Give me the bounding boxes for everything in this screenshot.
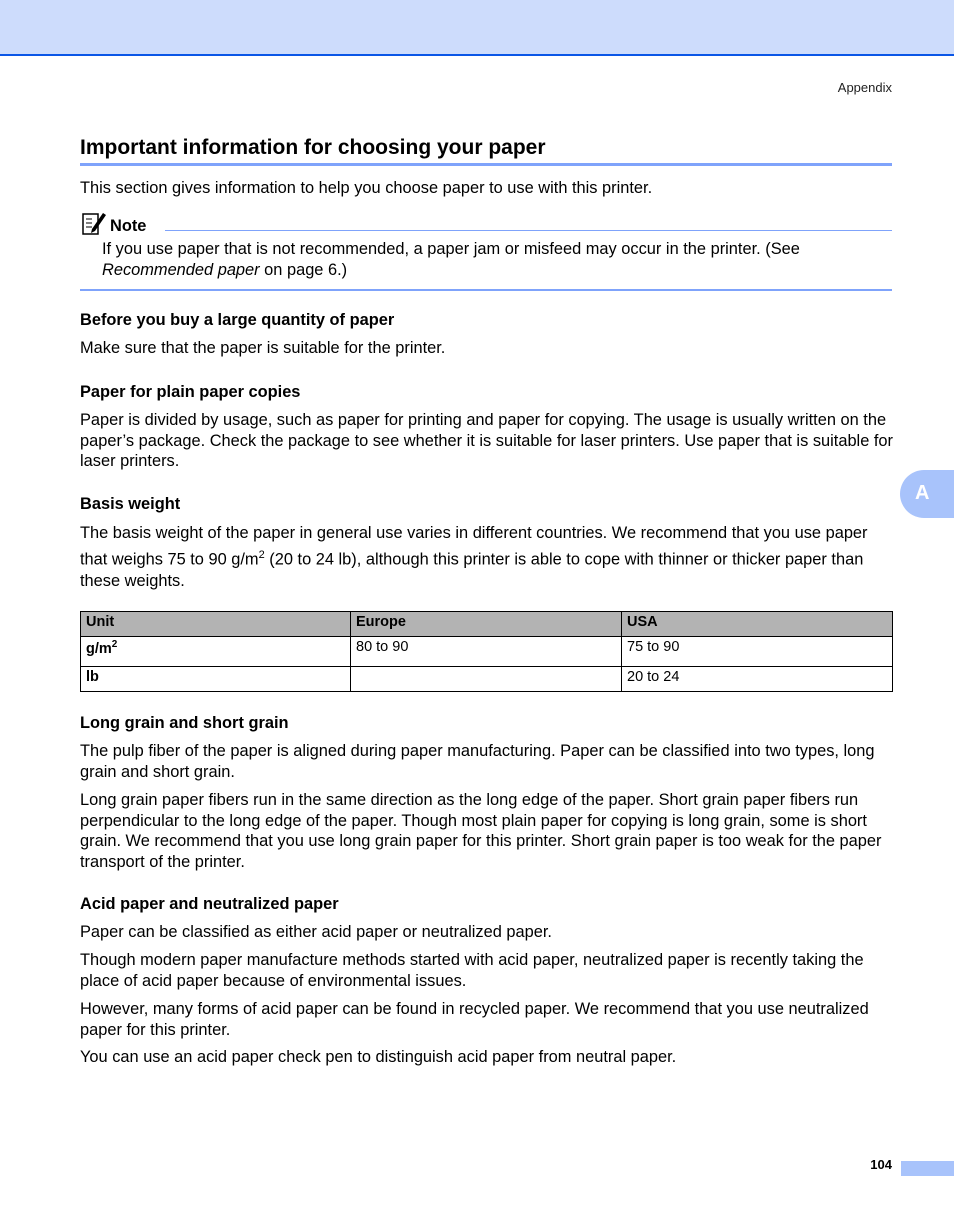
paragraph: However, many forms of acid paper can be found in recycled paper. We recommend that you use neutralized paper for this printer. (80, 1000, 869, 1039)
intro-text: This section gives information to help you choose paper to use with this printer. (80, 179, 653, 197)
running-header: Appendix (837, 80, 892, 95)
page-number: 104 (870, 1157, 892, 1172)
note-bottom-rule (80, 289, 892, 291)
table-cell: 20 to 24 (622, 667, 893, 692)
section-heading: Paper for plain paper copies (80, 383, 301, 401)
column-header: Europe (351, 612, 622, 637)
paragraph: Though modern paper manufacture methods started with acid paper, neutralized paper is recently taking the place of acid paper because of environmental issues. (80, 951, 864, 990)
table-row (81, 637, 893, 667)
paragraph: Paper is divided by usage, such as paper for printing and paper for copying. The usage is usually written on the paper’s package. Check the package to see whether it is suitable for laser printers. Use paper that is suitable for laser printers. (80, 411, 893, 470)
table-row (81, 667, 893, 692)
paragraph: Paper can be classified as either acid paper or neutralized paper. (80, 923, 552, 941)
paragraph: Make sure that the paper is suitable for the printer. (80, 339, 446, 357)
page-number-marker (901, 1161, 954, 1176)
section-heading: Before you buy a large quantity of paper (80, 311, 395, 329)
table-cell: 75 to 90 (622, 637, 893, 667)
note-text: If you use paper that is not recommended, a paper jam or misfeed may occur in the printer. (See Recommended paper on page 6.) (102, 240, 800, 279)
title-underline (80, 163, 892, 166)
header-band (0, 0, 954, 56)
table-cell: $g/m^2$ (81, 637, 351, 667)
paragraph: The basis weight of the paper in general use varies in different countries. We recommend that you use paper that weighs 75 to 90 $g/m^2$ (20 to 24 lb), although this printer is able to cope with thinner or thicker paper than these weights. (80, 524, 868, 591)
section-heading: Acid paper and neutralized paper (80, 895, 339, 913)
paragraph: Long grain paper fibers run in the same direction as the long edge of the paper. Short grain paper fibers run perpendicular to the long edge of the paper. Though most plain paper for copying is long grain, some is short grain. We recommend that you use long grain paper for this printer. Short grain paper is too weak for the paper transport of the printer. (80, 791, 882, 871)
section-heading: Long grain and short grain (80, 714, 289, 732)
table-cell: lb (81, 667, 351, 692)
table-cell: 80 to 90 (351, 637, 622, 667)
paragraph: You can use an acid paper check pen to distinguish acid paper from neutral paper. (80, 1048, 677, 1066)
table-cell (351, 667, 622, 692)
column-header: USA (622, 612, 893, 637)
section-heading: Basis weight (80, 495, 181, 513)
page-title: Important information for choosing your paper (80, 136, 546, 159)
note-top-rule (165, 230, 892, 231)
note-label: Note (110, 217, 147, 235)
recommended-paper-reference: Recommended paper (102, 260, 260, 279)
basis-weight-table (80, 611, 893, 692)
column-header: Unit (81, 612, 351, 637)
note-pencil-icon (82, 211, 106, 236)
appendix-side-tab: A (900, 470, 954, 518)
table-header-row (81, 612, 893, 637)
paragraph: The pulp fiber of the paper is aligned during paper manufacturing. Paper can be classified into two types, long grain and short grain. (80, 742, 875, 781)
